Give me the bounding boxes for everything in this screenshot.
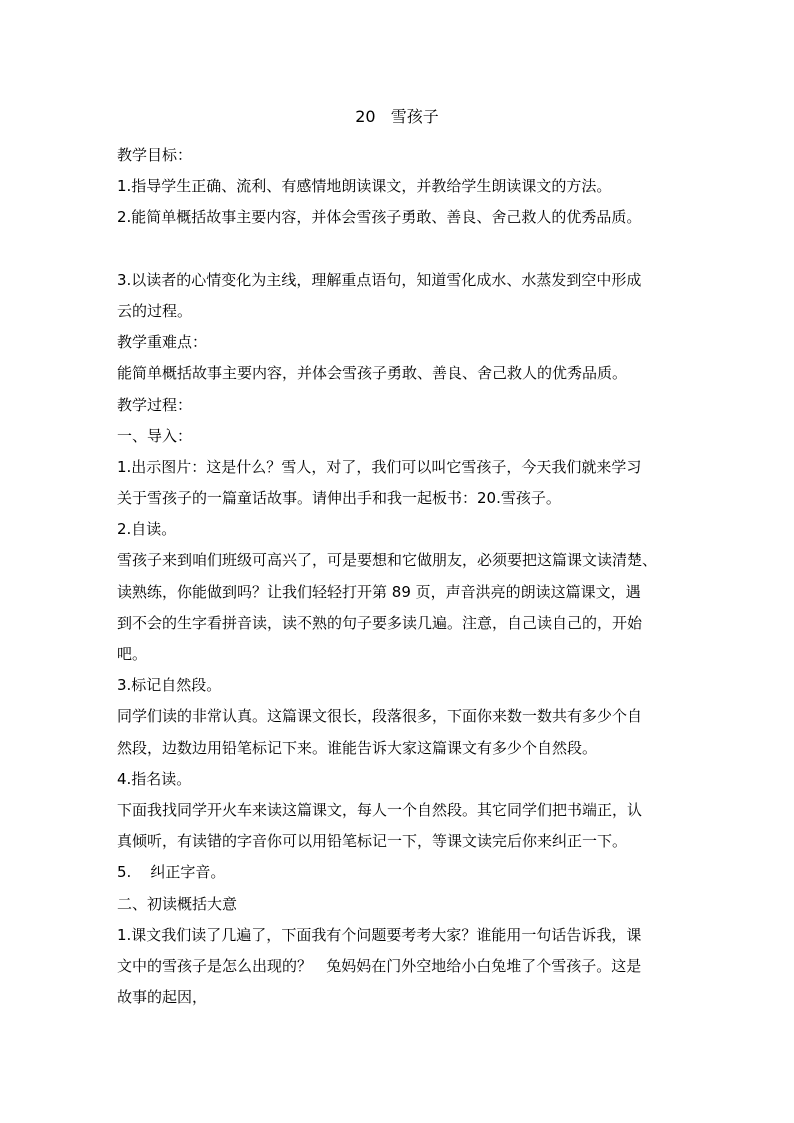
step-heading-named-reading: 4.指名读。 — [117, 769, 192, 788]
paragraph-line: 读熟练，你能做到吗？让我们轻轻打开第 89 页，声音洪亮的朗读这篇课文，遇 — [117, 582, 641, 601]
objective-3-line-1: 3.以读者的心情变化为主线，理解重点语句，知道雪化成水、水蒸发到空中形成 — [117, 270, 642, 289]
paragraph-line: 1.出示图片：这是什么？雪人，对了，我们可以叫它雪孩子，今天我们就来学习 — [117, 457, 642, 476]
key-points-text: 能简单概括故事主要内容，并体会雪孩子勇敢、善良、舍己救人的优秀品质。 — [117, 364, 628, 383]
paragraph-line: 1.课文我们读了几遍了，下面我有个问题要考考大家？谁能用一句话告诉我，课 — [117, 925, 642, 944]
subheading-first-reading: 二、初读概括大意 — [117, 894, 238, 913]
paragraph-line: 到不会的生字看拼音读，读不熟的句子要多读几遍。注意，自己读自己的，开始 — [117, 613, 643, 632]
paragraph-line: 吧。 — [117, 645, 148, 663]
step-heading-mark-paragraphs: 3.标记自然段。 — [117, 676, 222, 695]
section-heading-process: 教学过程： — [117, 395, 193, 414]
paragraph-line: 故事的起因， — [117, 988, 208, 1007]
paragraph-line: 关于雪孩子的一篇童话故事。请伸出手和我一起板书：20.雪孩子。 — [117, 489, 561, 508]
objective-2: 2.能简单概括故事主要内容，并体会雪孩子勇敢、善良、舍己救人的优秀品质。 — [117, 208, 642, 227]
objective-3-line-2: 云的过程。 — [117, 301, 193, 320]
paragraph-line: 真倾听，有读错的字音你可以用铅笔标记一下，等课文读完后你来纠正一下。 — [117, 832, 628, 851]
paragraph-line: 文中的雪孩子是怎么出现的？ 兔妈妈在门外空地给小白兔堆了个雪孩子。这是 — [117, 956, 642, 975]
document-title: 20 雪孩子 — [355, 107, 439, 126]
section-heading-key-points: 教学重难点： — [117, 333, 208, 352]
paragraph-line: 下面我找同学开火车来读这篇课文，每人一个自然段。其它同学们把书端正，认 — [117, 800, 643, 819]
paragraph-line: 雪孩子来到咱们班级可高兴了，可是要想和它做朋友，必须要把这篇课文读清楚、 — [117, 551, 658, 570]
step-heading-correct-pronunciation: 5. 纠正字音。 — [117, 863, 226, 882]
blank-line — [117, 234, 683, 265]
step-heading-self-reading: 2.自读。 — [117, 520, 177, 539]
subheading-introduction: 一、导入： — [117, 426, 193, 445]
objective-1: 1.指导学生正确、流利、有感情地朗读课文，并教给学生朗读课文的方法。 — [117, 177, 612, 196]
paragraph-line: 然段，边数边用铅笔标记下来。谁能告诉大家这篇课文有多少个自然段。 — [117, 738, 598, 757]
paragraph-line: 同学们读的非常认真。这篇课文很长，段落很多，下面你来数一数共有多少个自 — [117, 707, 643, 726]
section-heading-objectives: 教学目标： — [117, 146, 193, 164]
document-body — [117, 140, 683, 1013]
